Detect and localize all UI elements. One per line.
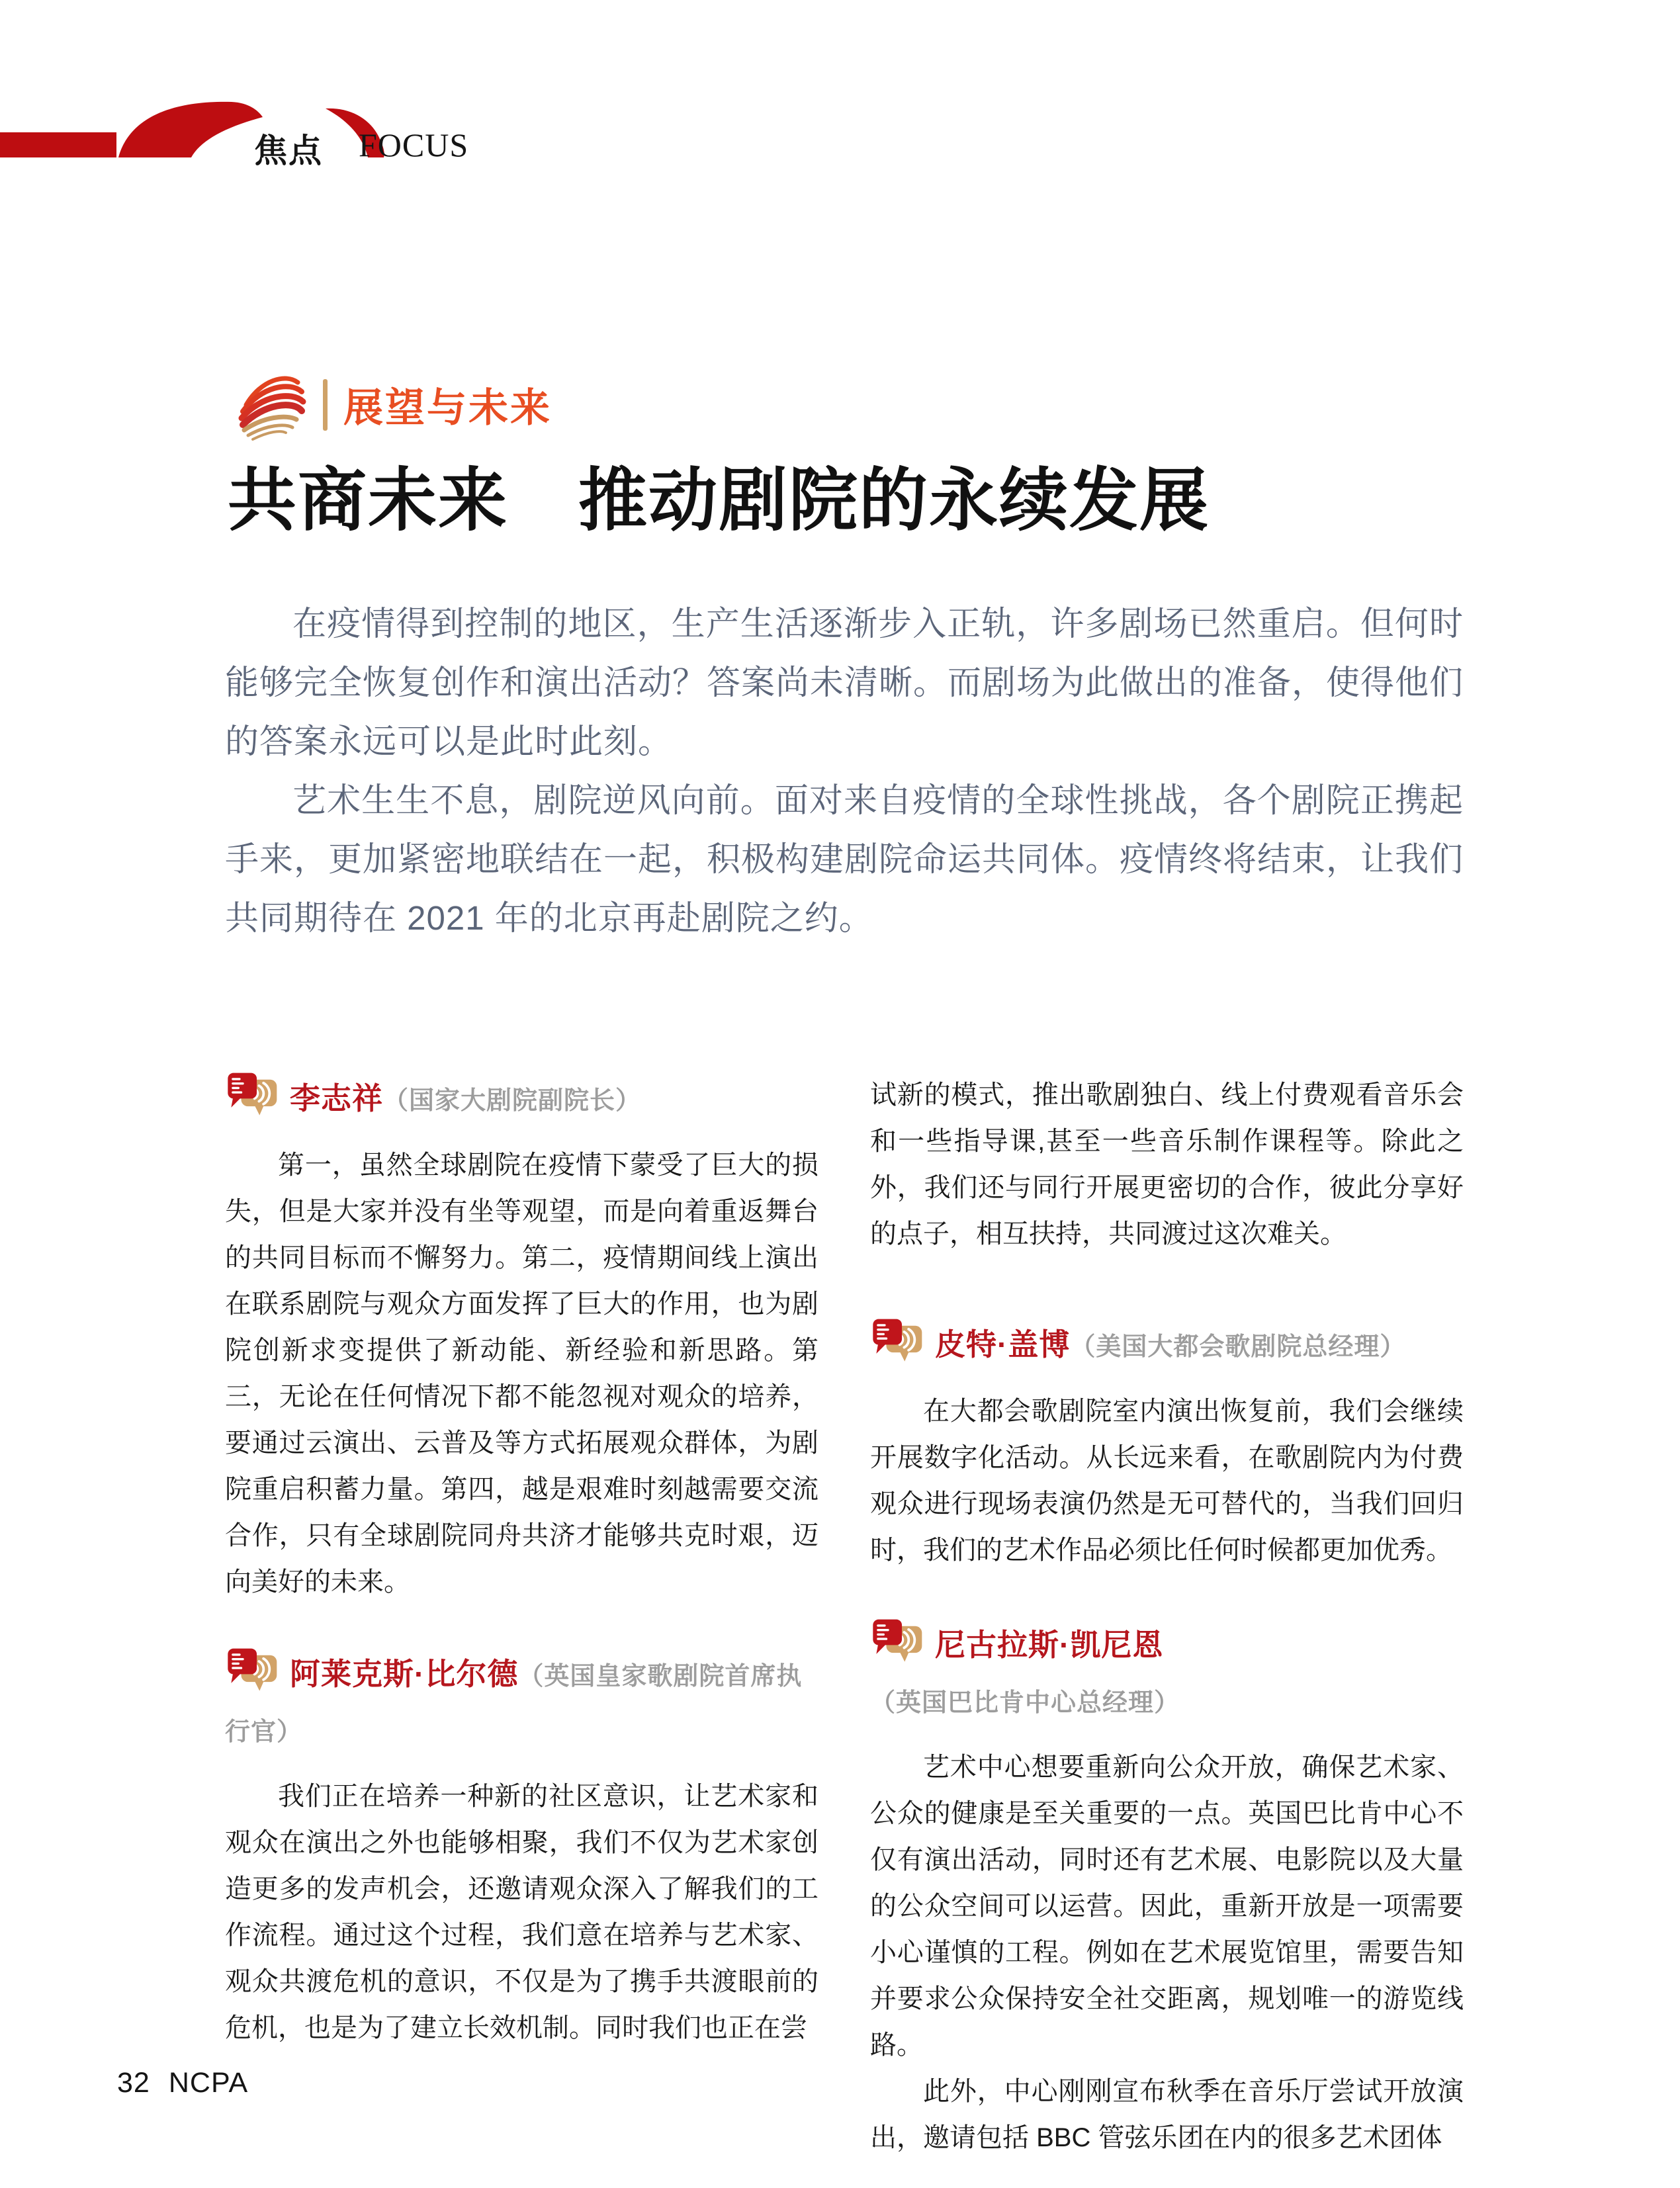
speaker-block xyxy=(225,1647,818,2051)
speaker-header xyxy=(870,1618,1464,1733)
speaker-block xyxy=(870,1318,1464,1573)
speech-bubbles-icon xyxy=(870,1618,927,1667)
speaker-title: （国家大剧院副院长） xyxy=(383,1087,642,1115)
speaker-block xyxy=(870,1618,1464,2161)
page-footer xyxy=(117,2067,248,2099)
section-label-cn: 焦点 xyxy=(254,132,323,169)
intro-paragraph: 艺术生生不息，剧院逆风向前。面对来自疫情的全球性挑战，各个剧院正携起手来，更加紧密地联结在一起，积极构建剧院命运共同体。疫情终将结束，让我们共同期待在 2021 年的北京再赴剧院之约。 xyxy=(225,781,1464,937)
ncpa-dome-logo xyxy=(233,369,307,441)
body-paragraph: 艺术中心想要重新向公众开放，确保艺术家、公众的健康是至关重要的一点。英国巴比肯中心不仅有演出活动，同时还有艺术展、电影院以及大量的公众空间可以运营。因此，重新开放是一项需要小心谨慎的工程。例如在艺术展览馆里，需要告知并要求公众保持安全社交距离，规划唯一的游览线路。 xyxy=(870,1753,1464,2060)
column-left xyxy=(225,1072,818,2161)
speech-bubbles-icon xyxy=(870,1318,927,1367)
body-paragraph: 此外，中心刚刚宣布秋季在音乐厅尝试开放演出，邀请包括 BBC 管弦乐团在内的很多艺术团体 xyxy=(870,2077,1464,2152)
speaker-name: 阿莱克斯·比尔德 xyxy=(290,1657,519,1691)
speaker-header xyxy=(225,1647,818,1763)
speaker-title: （英国巴比肯中心总经理） xyxy=(870,1689,1180,1717)
brand-label: NCPA xyxy=(168,2067,249,2099)
page-number: 32 xyxy=(117,2067,150,2099)
column-right xyxy=(870,1072,1464,2161)
speaker-block xyxy=(225,1072,818,1605)
intro-section xyxy=(225,594,1464,947)
section-label-en: FOCUS xyxy=(359,126,469,163)
speaker-name: 尼古拉斯·凯尼恩 xyxy=(935,1628,1164,1662)
intro-paragraph: 在疫情得到控制的地区，生产生活逐渐步入正轨，许多剧场已然重启。但何时能够完全恢复创作和演出活动？答案尚未清晰。而剧场为此做出的准备，使得他们的答案永远可以是此时此刻。 xyxy=(225,605,1464,760)
content-columns xyxy=(225,1072,1464,2161)
article-title: 共商未来 推动剧院的永续发展 xyxy=(228,462,1210,539)
body-paragraph: 在大都会歌剧院室内演出恢复前，我们会继续开展数字化活动。从长远来看，在歌剧院内为付费观众进行现场表演仍然是无可替代的，当我们回归时，我们的艺术作品必须比任何时候都更加优秀。 xyxy=(870,1397,1464,1565)
speech-bubbles-icon xyxy=(225,1647,282,1696)
continued-quote-block xyxy=(870,1072,1464,1257)
kicker-divider xyxy=(323,379,328,431)
speaker-name: 李志祥 xyxy=(290,1081,383,1116)
speaker-header xyxy=(870,1318,1464,1378)
speaker-title: （美国大都会歌剧院总经理） xyxy=(1070,1333,1406,1361)
speaker-header xyxy=(225,1072,818,1131)
speaker-name: 皮特·盖博 xyxy=(935,1327,1071,1362)
body-paragraph: 第一，虽然全球剧院在疫情下蒙受了巨大的损失，但是大家并没有坐等观望，而是向着重返舞台的共同目标而不懈努力。第二，疫情期间线上演出在联系剧院与观众方面发挥了巨大的作用，也为剧院创新求变提供了新动能、新经验和新思路。第三，无论在任何情况下都不能忽视对观众的培养，要通过云演出、云普及等方式拓展观众群体，为剧院重启积蓄力量。第四，越是艰难时刻越需要交流合作，只有全球剧院同舟共济才能够共克时艰，迈向美好的未来。 xyxy=(225,1151,818,1597)
speech-bubbles-icon xyxy=(225,1072,282,1121)
speaker-title: （英国皇家歌剧院首席执行官） xyxy=(225,1663,803,1746)
kicker-row xyxy=(233,368,552,442)
kicker-label: 展望与未来 xyxy=(343,386,552,430)
body-paragraph: 试新的模式，推出歌剧独白、线上付费观看音乐会和一些指导课,甚至一些音乐制作课程等。除此之外，我们还与同行开展更密切的合作，彼此分享好的点子，相互扶持，共同渡过这次难关。 xyxy=(870,1080,1464,1248)
body-paragraph: 我们正在培养一种新的社区意识，让艺术家和观众在演出之外也能够相聚，我们不仅为艺术家创造更多的发声机会，还邀请观众深入了解我们的工作流程。通过这个过程，我们意在培养与艺术家、观众共渡危机的意识，不仅是为了携手共渡眼前的危机，也是为了建立长效机制。同时我们也正在尝 xyxy=(225,1782,818,2042)
page-header xyxy=(0,99,609,172)
